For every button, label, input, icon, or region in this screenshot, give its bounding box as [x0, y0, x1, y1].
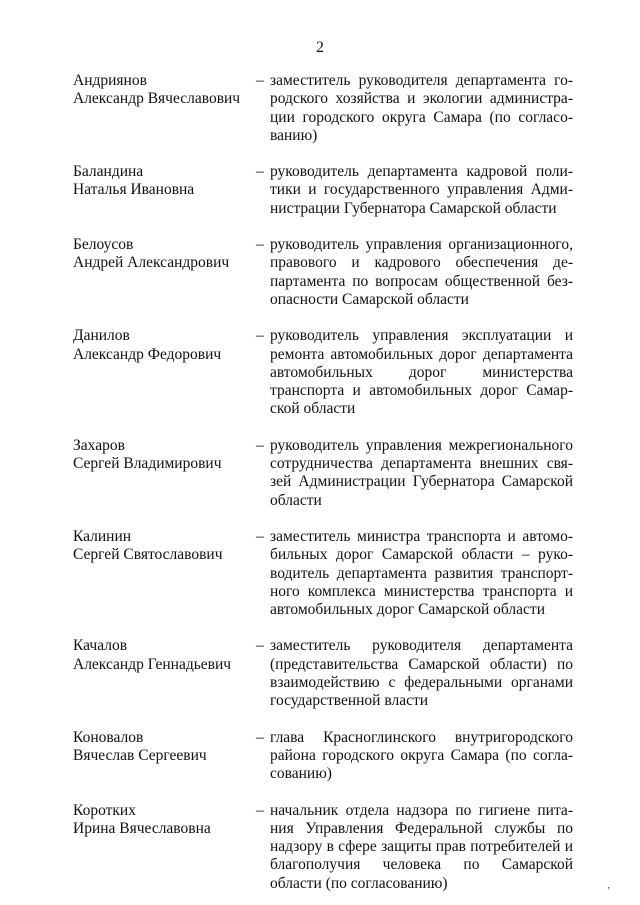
member-given-names: Сергей Владимирович: [73, 455, 222, 473]
member-name: [73, 236, 256, 309]
member-name: [73, 802, 256, 893]
member-name: [73, 729, 256, 784]
member-entry: [73, 236, 573, 309]
separator-dash: –: [256, 527, 264, 545]
member-entry: [73, 729, 573, 784]
separator-dash: –: [256, 236, 264, 254]
member-name: [73, 637, 256, 710]
separator-dash: –: [256, 436, 264, 454]
member-given-names: Александр Геннадьевич: [73, 655, 232, 673]
page-number: 2: [316, 39, 324, 56]
member-entry: [73, 163, 573, 218]
member-name: [73, 72, 256, 145]
members-list: [73, 72, 573, 893]
member-name: [73, 528, 256, 619]
member-entry: [73, 802, 573, 893]
member-given-names: Андрей Александрович: [73, 254, 230, 272]
member-surname: Коротких: [73, 801, 136, 819]
member-given-names: Александр Федорович: [73, 345, 222, 363]
member-position: руководитель управления межрегионального сотрудничества департамента внешних связей Администрации Губернатора Самарской области: [270, 436, 573, 509]
member-surname: Белоусов: [73, 236, 134, 254]
separator-dash: –: [256, 801, 264, 819]
member-position: глава Красноглинского внутригородского района городского округа Самара (по согласованию): [270, 728, 573, 783]
member-position: заместитель руководителя департамента (представительства Самарской области) по взаимодействию с федеральными органами государственной власти: [270, 637, 573, 710]
separator-dash: –: [256, 163, 264, 181]
separator-dash: –: [256, 327, 264, 345]
member-name: [73, 437, 256, 510]
member-name: [73, 163, 256, 218]
member-surname: Данилов: [73, 327, 130, 345]
member-given-names: Александр Вячеславович: [73, 90, 241, 108]
member-entry: [73, 637, 573, 710]
member-surname: Андриянов: [73, 72, 147, 89]
corner-mark: ,: [607, 880, 610, 891]
member-entry: [73, 327, 573, 418]
member-position: руководитель департамента кадровой политики и государственного управления Администрации Губернатора Самарской области: [270, 163, 573, 217]
member-entry: [73, 72, 573, 145]
member-given-names: Сергей Святославович: [73, 546, 223, 564]
member-position: заместитель министра транспорта и автомобильных дорог Самарской области – руководитель департамента развития транспортного комплекса министерства транспорта и автомобильных дорог Самарской области: [270, 527, 573, 619]
member-position: руководитель управления организационного, правового и кадрового обеспечения департамента по вопросам общественной безопасности Самарской области: [270, 236, 573, 308]
separator-dash: –: [256, 72, 264, 89]
member-surname: Захаров: [73, 436, 125, 454]
separator-dash: –: [256, 728, 264, 746]
member-position: руководитель управления эксплуатации и ремонта автомобильных дорог департамента автомобильных дорог министерства транспорта и автомобильных дорог Самарской области: [270, 327, 573, 418]
separator-dash: –: [256, 637, 264, 655]
member-given-names: Ирина Вячеславовна: [73, 819, 211, 837]
member-surname: Коновалов: [73, 728, 144, 746]
member-given-names: Наталья Ивановна: [73, 181, 195, 199]
member-surname: Калинин: [73, 527, 132, 545]
member-surname: Качалов: [73, 637, 128, 655]
member-surname: Баландина: [73, 163, 144, 181]
member-entry: [73, 528, 573, 619]
member-entry: [73, 437, 573, 510]
member-position: начальник отдела надзора по гигиене питания Управления Федеральной службы по надзору в сфере защиты прав потребителей и благополучия человека по Самарской области (по согласованию): [270, 801, 573, 892]
member-name: [73, 327, 256, 418]
member-given-names: Вячеслав Сергеевич: [73, 746, 207, 764]
member-position: заместитель руководителя департамента городского хозяйства и экологии администрации городского округа Самара (по согласованию): [270, 72, 573, 144]
